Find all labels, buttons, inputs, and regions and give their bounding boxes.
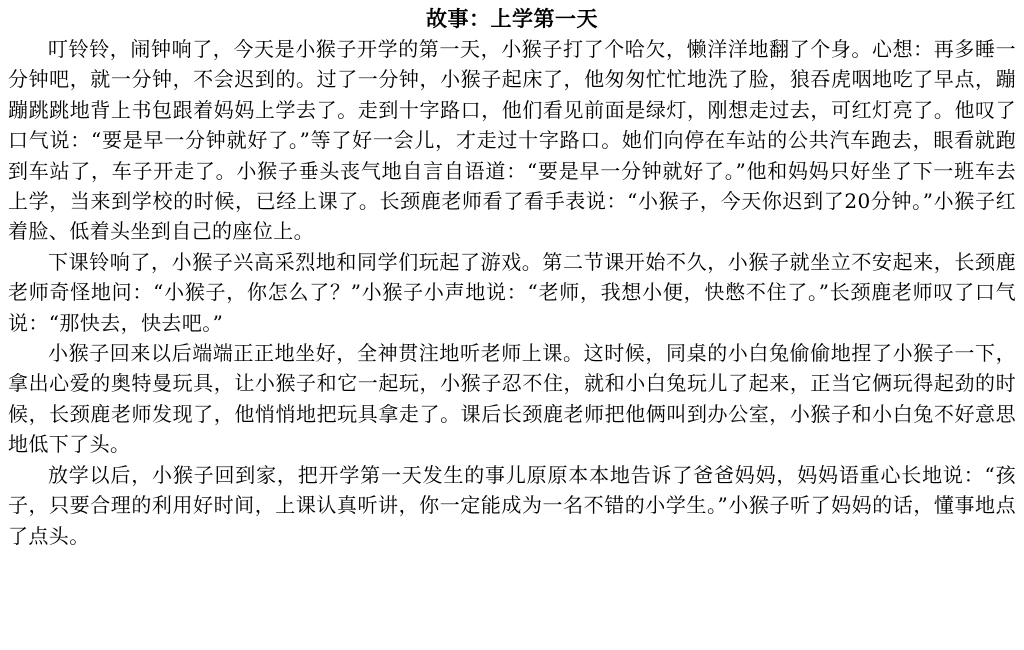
paragraph-3: 小猴子回来以后端端正正地坐好，全神贯注地听老师上课。这时候，同桌的小白兔偷偷地捏了小猴子一下，拿出心爱的奥特曼玩具，让小猴子和它一起玩，小猴子忍不住，就和小白兔玩儿了起来，正当它俩玩得起劲的时候，长颈鹿老师发现了，他悄悄地把玩具拿走了。课后长颈鹿老师把他俩叫到办公室，小猴子和小白兔不好意思地低下了头。 [8,341,1016,457]
paragraph-4: 放学以后，小猴子回到家，把开学第一天发生的事儿原原本本地告诉了爸爸妈妈，妈妈语重心长地说：“孩子，只要合理的利用好时间，上课认真听讲，你一定能成为一名不错的小学生。”小猴子听了妈妈的话，懂事地点了点头。 [8,462,1016,548]
story-title: 故事：上学第一天 [426,6,598,31]
paragraph-2: 下课铃响了，小猴子兴高采烈地和同学们玩起了游戏。第二节课开始不久，小猴子就坐立不安起来，长颈鹿老师奇怪地问：“小猴子，你怎么了？”小猴子小声地说：“老师，我想小便，快憋不住了。”长颈鹿老师叹了口气说：“那快去，快去吧。” [8,249,1016,335]
paragraph-1: 叮铃铃，闹钟响了，今天是小猴子开学的第一天，小猴子打了个哈欠，懒洋洋地翻了个身。心想：再多睡一分钟吧，就一分钟，不会迟到的。过了一分钟，小猴子起床了，他匆匆忙忙地洗了脸，狼吞虎咽地吃了早点，蹦蹦跳跳地背上书包跟着妈妈上学去了。走到十字路口，他们看见前面是绿灯，刚想走过去，可红灯亮了。他叹了口气说：“要是早一分钟就好了。”等了好一会儿，才走过十字路口。她们向停在车站的公共汽车跑去，眼看就跑到车站了，车子开走了。小猴子垂头丧气地自言自语道：“要是早一分钟就好了。”他和妈妈只好坐了下一班车去上学，当来到学校的时候，已经上课了。长颈鹿老师看了看手表说：“小猴子，今天你迟到了20分钟。”小猴子红着脸、低着头坐到自己的座位上。 [8,37,1016,244]
document [8,4,1016,551]
